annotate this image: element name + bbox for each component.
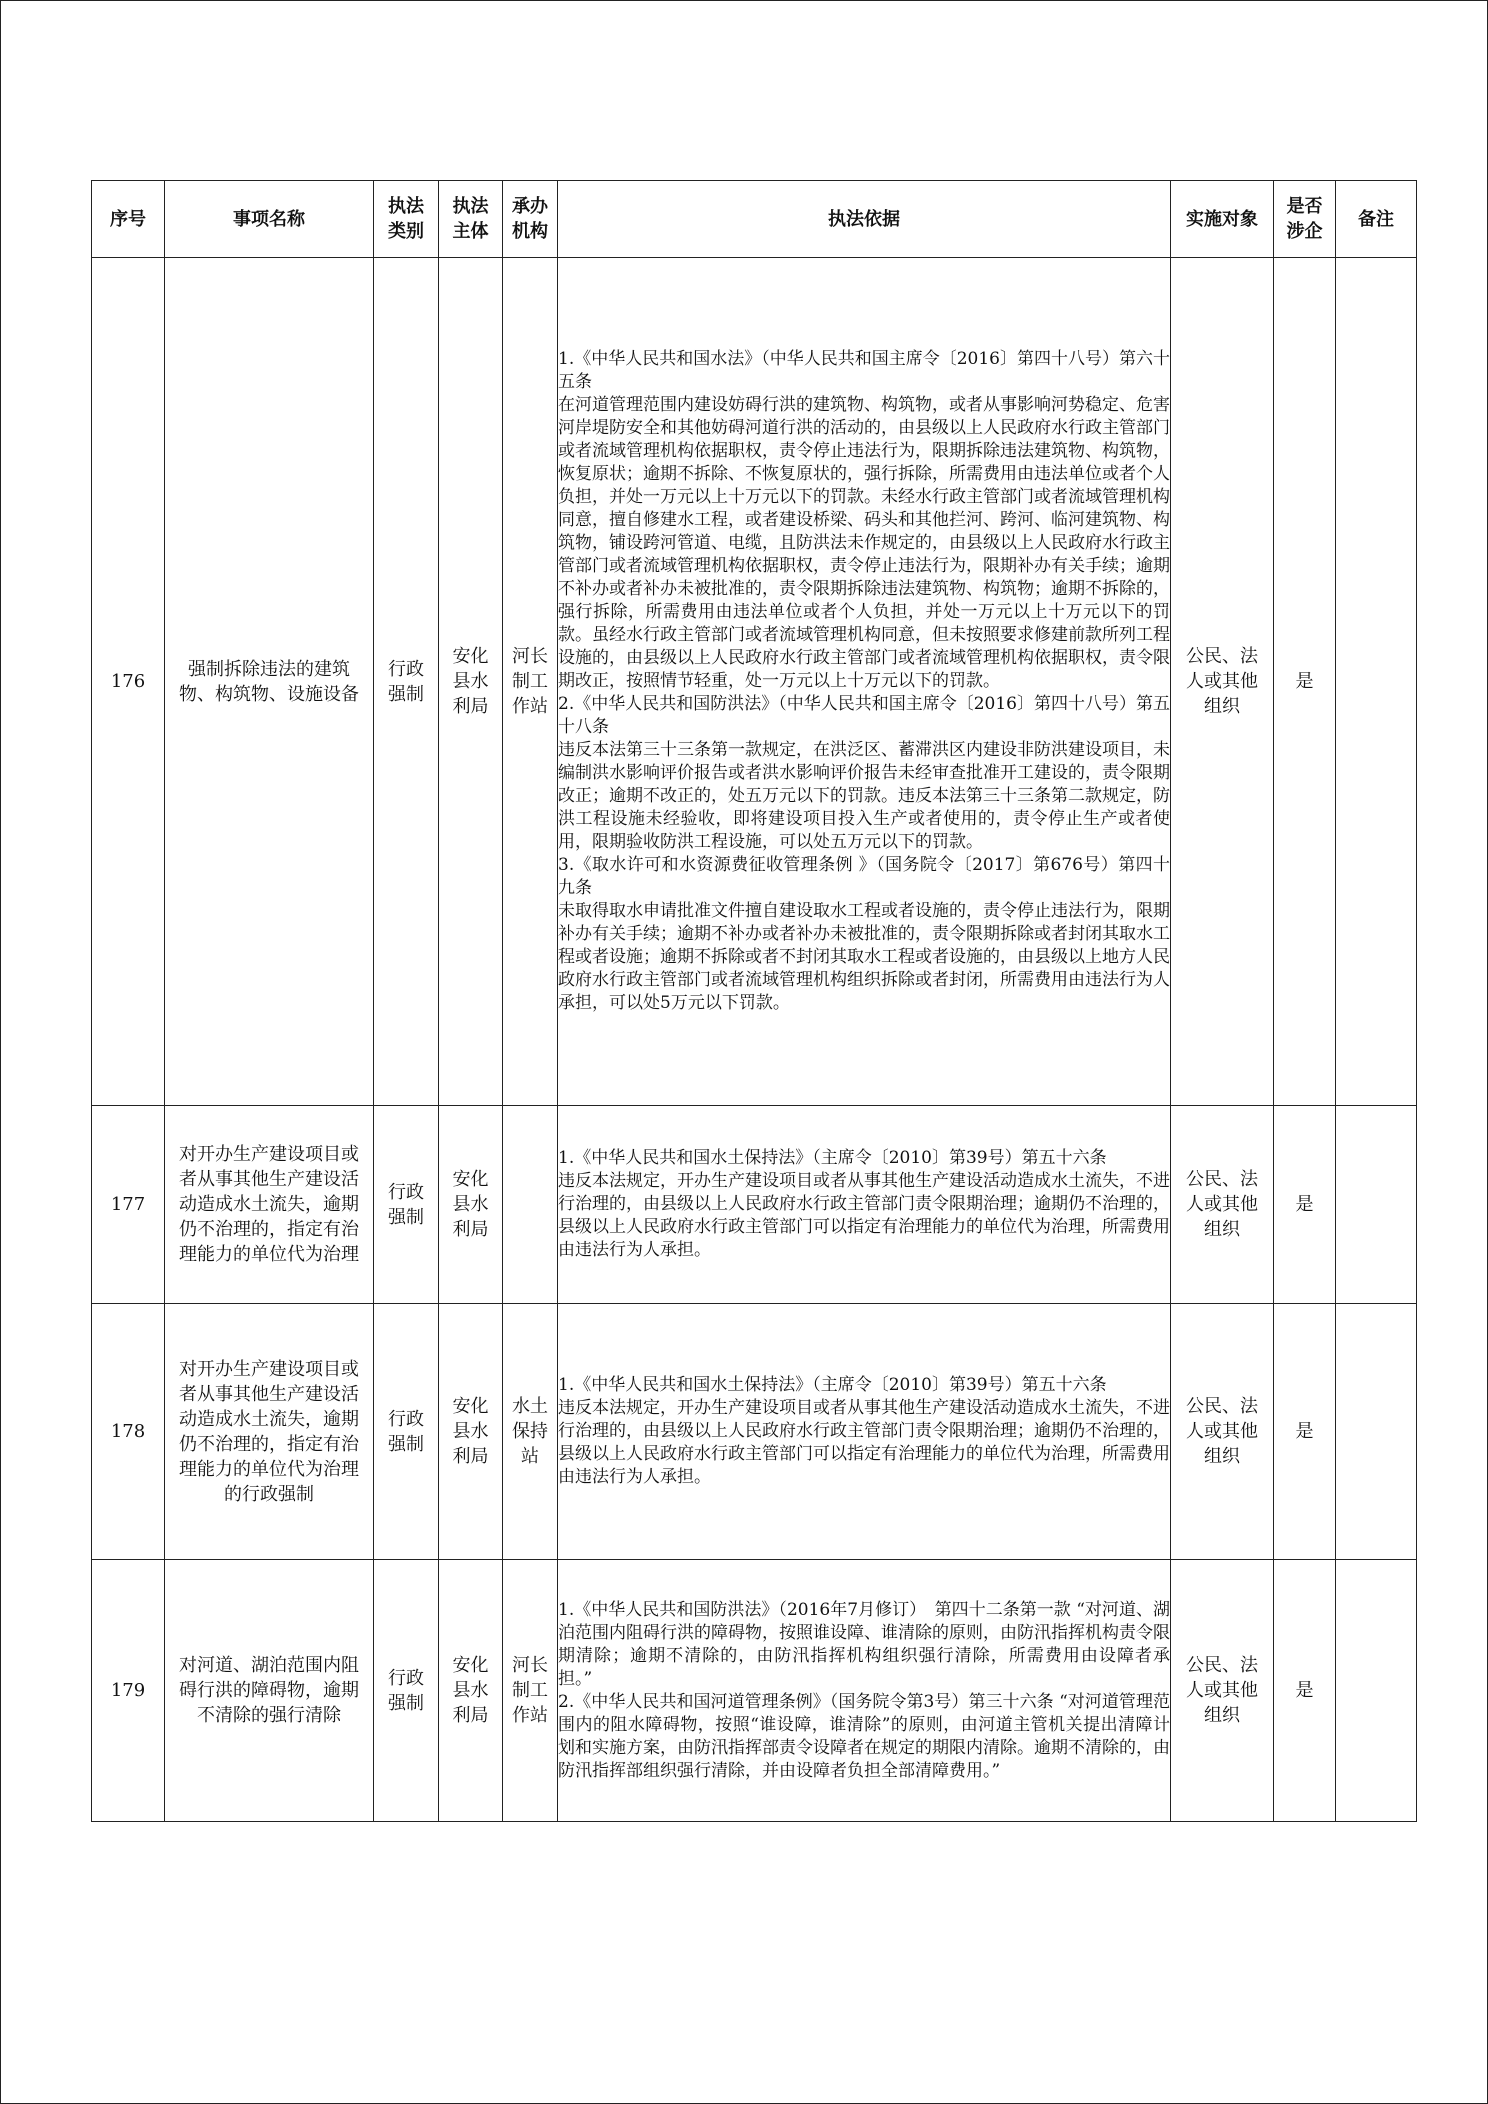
basis-paragraph: 违反本法规定，开办生产建设项目或者从事其他生产建设活动造成水土流失，不进行治理的，由县级以上人民政府水行政主管部门责令限期治理；逾期仍不治理的，县级以上人民政府水行政主管部门可以指定有治理能力的单位代为治理，所需费用由违法行为人承担。 — [558, 1171, 1170, 1260]
item-name-cell: 强制拆除违法的建筑物、构筑物、设施设备 — [165, 258, 374, 1106]
subject-cell: 安化县水利局 — [439, 1560, 503, 1822]
header-remark: 备注 — [1336, 181, 1417, 258]
seq-cell: 176 — [92, 258, 165, 1106]
item-name-cell: 对河道、湖泊范围内阻碍行洪的障碍物，逾期不清除的强行清除 — [165, 1560, 374, 1822]
table-row — [92, 258, 1417, 1106]
enterprise-cell: 是 — [1274, 258, 1336, 1106]
basis-paragraph: 2.《中华人民共和国防洪法》（中华人民共和国主席令〔2016〕第四十八号）第五十八条 — [558, 694, 1170, 737]
basis-paragraph: 违反本法第三十三条第一款规定，在洪泛区、蓄滞洪区内建设非防洪建设项目，未编制洪水影响评价报告或者洪水影响评价报告未经审查批准开工建设的，责令限期改正；逾期不改正的，处五万元以下的罚款。违反本法第三十三条第二款规定，防洪工程设施未经验收，即将建设项目投入生产或者使用的，责令停止生产或者使用，限期验收防洪工程设施，可以处五万元以下的罚款。 — [558, 740, 1170, 852]
basis-paragraph: 1.《中华人民共和国水土保持法》（主席令〔2010〕第39号）第五十六条 — [558, 1375, 1107, 1395]
remark-cell — [1336, 1106, 1417, 1304]
org-cell: 河长制工作站 — [503, 258, 558, 1106]
basis-paragraph: 在河道管理范围内建设妨碍行洪的建筑物、构筑物，或者从事影响河势稳定、危害河岸堤防安全和其他妨碍河道行洪的活动的，由县级以上人民政府水行政主管部门或者流域管理机构依据职权，责令停止违法行为，限期拆除违法建筑物、构筑物，恢复原状；逾期不拆除、不恢复原状的，强行拆除，所需费用由违法单位或者个人负担，并处一万元以上十万元以下的罚款。未经水行政主管部门或者流域管理机构同意，擅自修建水工程，或者建设桥梁、码头和其他拦河、跨河、临河建筑物、构筑物，铺设跨河管道、电缆，且防洪法未作规定的，由县级以上人民政府水行政主管部门或者流域管理机构依据职权，责令停止违法行为，限期补办有关手续；逾期不补办或者补办未被批准的，责令限期拆除违法建筑物、构筑物；逾期不拆除的，强行拆除，所需费用由违法单位或者个人负担，并处一万元以上十万元以下的罚款。虽经水行政主管部门或者流域管理机构同意，但未按照要求修建前款所列工程设施的，由县级以上人民政府水行政主管部门或者流域管理机构依据职权，责令限期改正，按照情节轻重，处一万元以上十万元以下的罚款。 — [558, 395, 1170, 691]
org-cell: 河长制工作站 — [503, 1560, 558, 1822]
target-cell: 公民、法人或其他组织 — [1171, 1106, 1274, 1304]
org-cell — [503, 1106, 558, 1304]
header-org: 承办机构 — [503, 181, 558, 258]
basis-paragraph: 1.《中华人民共和国水法》（中华人民共和国主席令〔2016〕第四十八号）第六十五条 — [558, 349, 1170, 392]
table-row — [92, 1560, 1417, 1822]
table-row — [92, 1304, 1417, 1560]
basis-paragraph: 1.《中华人民共和国防洪法》（2016年7月修订） 第四十二条第一款 “对河道、湖泊范围内阻碍行洪的障碍物，按照谁设障、谁清除的原则，由防汛指挥机构责令限期清除；逾期不清除的，由防汛指挥机构组织强行清除，所需费用由设障者承担。” — [558, 1599, 1170, 1689]
subject-cell: 安化县水利局 — [439, 258, 503, 1106]
type-cell: 行政强制 — [374, 1560, 439, 1822]
seq-cell: 178 — [92, 1304, 165, 1560]
basis-paragraph: 2.《中华人民共和国河道管理条例》（国务院令第3号）第三十六条 “对河道管理范围内的阻水障碍物，按照“谁设障，谁清除”的原则，由河道主管机关提出清障计划和实施方案，由防汛指挥部责令设障者在规定的期限内清除。逾期不清除的，由防汛指挥部组织强行清除，并由设障者负担全部清障费用。” — [558, 1691, 1170, 1781]
basis-paragraph: 未取得取水申请批准文件擅自建设取水工程或者设施的，责令停止违法行为，限期补办有关手续；逾期不补办或者补办未被批准的，责令限期拆除或者封闭其取水工程或者设施；逾期不拆除或者不封闭其取水工程或者设施的，由县级以上地方人民政府水行政主管部门或者流域管理机构组织拆除或者封闭，所需费用由违法行为人承担，可以处5万元以下罚款。 — [558, 901, 1170, 1013]
type-cell: 行政强制 — [374, 1106, 439, 1304]
enterprise-cell: 是 — [1274, 1304, 1336, 1560]
header-type: 执法类别 — [374, 181, 439, 258]
item-name-cell: 对开办生产建设项目或者从事其他生产建设活动造成水土流失，逾期仍不治理的，指定有治理能力的单位代为治理 — [165, 1106, 374, 1304]
type-cell: 行政强制 — [374, 258, 439, 1106]
seq-cell: 177 — [92, 1106, 165, 1304]
basis-paragraph: 违反本法规定，开办生产建设项目或者从事其他生产建设活动造成水土流失，不进行治理的，由县级以上人民政府水行政主管部门责令限期治理；逾期仍不治理的，县级以上人民政府水行政主管部门可以指定有治理能力的单位代为治理，所需费用由违法行为人承担。 — [558, 1398, 1170, 1487]
target-cell: 公民、法人或其他组织 — [1171, 258, 1274, 1106]
remark-cell — [1336, 258, 1417, 1106]
basis-cell — [558, 1560, 1171, 1822]
header-target: 实施对象 — [1171, 181, 1274, 258]
remark-cell — [1336, 1304, 1417, 1560]
basis-cell — [558, 1304, 1171, 1560]
enterprise-cell: 是 — [1274, 1106, 1336, 1304]
basis-paragraph: 1.《中华人民共和国水土保持法》（主席令〔2010〕第39号）第五十六条 — [558, 1148, 1107, 1168]
basis-paragraph: 3.《取水许可和水资源费征收管理条例 》（国务院令〔2017〕第676号）第四十九条 — [558, 855, 1170, 898]
header-name: 事项名称 — [165, 181, 374, 258]
enterprise-cell: 是 — [1274, 1560, 1336, 1822]
header-subject: 执法主体 — [439, 181, 503, 258]
basis-cell — [558, 1106, 1171, 1304]
header-seq: 序号 — [92, 181, 165, 258]
remark-cell — [1336, 1560, 1417, 1822]
table-row — [92, 1106, 1417, 1304]
header-basis: 执法依据 — [558, 181, 1171, 258]
header-row — [92, 181, 1417, 258]
subject-cell: 安化县水利局 — [439, 1304, 503, 1560]
org-cell: 水土保持站 — [503, 1304, 558, 1560]
subject-cell: 安化县水利局 — [439, 1106, 503, 1304]
basis-cell — [558, 258, 1171, 1106]
target-cell: 公民、法人或其他组织 — [1171, 1304, 1274, 1560]
enforcement-table — [91, 180, 1417, 1822]
seq-cell: 179 — [92, 1560, 165, 1822]
header-enterprise: 是否涉企 — [1274, 181, 1336, 258]
type-cell: 行政强制 — [374, 1304, 439, 1560]
target-cell: 公民、法人或其他组织 — [1171, 1560, 1274, 1822]
item-name-cell: 对开办生产建设项目或者从事其他生产建设活动造成水土流失，逾期仍不治理的，指定有治理能力的单位代为治理的行政强制 — [165, 1304, 374, 1560]
